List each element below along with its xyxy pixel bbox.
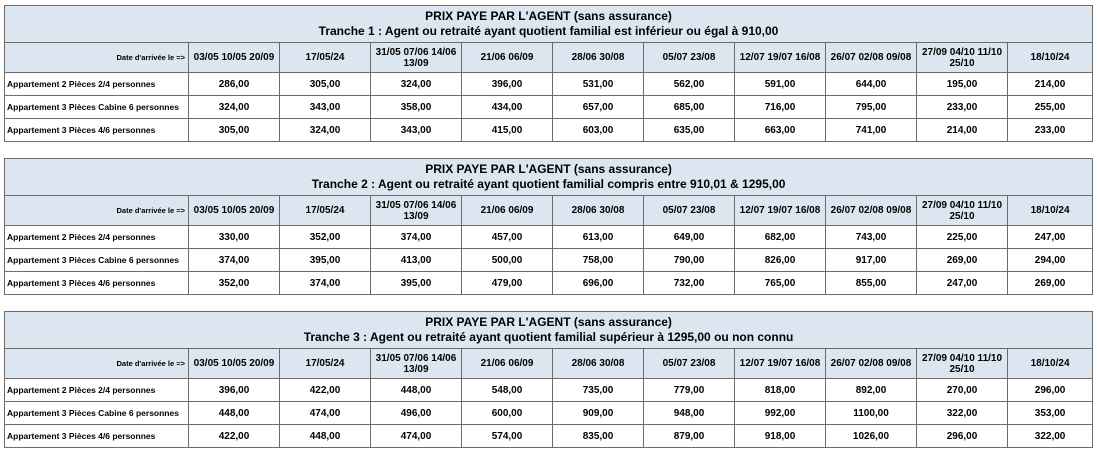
price-cell: 765,00	[735, 272, 826, 295]
column-header: 18/10/24	[1008, 43, 1093, 73]
column-header: 27/09 04/10 11/10 25/10	[917, 43, 1008, 73]
price-cell: 322,00	[917, 402, 1008, 425]
price-cell: 879,00	[644, 425, 735, 448]
column-header: 31/05 07/06 14/06 13/09	[371, 349, 462, 379]
price-cell: 474,00	[280, 402, 371, 425]
price-cell: 779,00	[644, 379, 735, 402]
price-cell: 395,00	[280, 249, 371, 272]
column-header: 28/06 30/08	[553, 43, 644, 73]
price-cell: 305,00	[280, 73, 371, 96]
price-cell: 696,00	[553, 272, 644, 295]
price-cell: 1100,00	[826, 402, 917, 425]
row-label: Appartement 3 Pièces 4/6 personnes	[5, 272, 189, 295]
price-cell: 500,00	[462, 249, 553, 272]
price-cell: 415,00	[462, 119, 553, 142]
table-row	[5, 73, 1093, 96]
price-cell: 358,00	[371, 96, 462, 119]
price-cell: 818,00	[735, 379, 826, 402]
price-cell: 603,00	[553, 119, 644, 142]
price-cell: 917,00	[826, 249, 917, 272]
table-title-cell	[5, 312, 1093, 349]
price-cell: 663,00	[735, 119, 826, 142]
price-cell: 743,00	[826, 226, 917, 249]
price-cell: 448,00	[280, 425, 371, 448]
price-cell: 649,00	[644, 226, 735, 249]
price-cell: 474,00	[371, 425, 462, 448]
price-cell: 422,00	[280, 379, 371, 402]
price-table-tranche-3	[4, 311, 1093, 448]
table-subtitle: Tranche 1 : Agent ou retraité ayant quotient familial est inférieur ou égal à 910,00	[318, 24, 779, 38]
price-cell: 948,00	[644, 402, 735, 425]
price-cell: 457,00	[462, 226, 553, 249]
column-header: 31/05 07/06 14/06 13/09	[371, 196, 462, 226]
row-label: Appartement 3 Pièces Cabine 6 personnes	[5, 96, 189, 119]
column-header: 26/07 02/08 09/08	[826, 43, 917, 73]
row-label: Appartement 2 Pièces 2/4 personnes	[5, 226, 189, 249]
price-cell: 422,00	[189, 425, 280, 448]
price-cell: 685,00	[644, 96, 735, 119]
table-row	[5, 96, 1093, 119]
price-cell: 269,00	[917, 249, 1008, 272]
price-cell: 434,00	[462, 96, 553, 119]
price-cell: 562,00	[644, 73, 735, 96]
row-label: Appartement 2 Pièces 2/4 personnes	[5, 379, 189, 402]
price-cell: 732,00	[644, 272, 735, 295]
price-cell: 296,00	[917, 425, 1008, 448]
column-header: 12/07 19/07 16/08	[735, 196, 826, 226]
column-header: 31/05 07/06 14/06 13/09	[371, 43, 462, 73]
price-cell: 270,00	[917, 379, 1008, 402]
price-cell: 657,00	[553, 96, 644, 119]
price-cell: 790,00	[644, 249, 735, 272]
price-cell: 225,00	[917, 226, 1008, 249]
price-table-tranche-2	[4, 158, 1093, 295]
price-cell: 294,00	[1008, 249, 1093, 272]
table-title-cell	[5, 6, 1093, 43]
row-label: Appartement 2 Pièces 2/4 personnes	[5, 73, 189, 96]
price-cell: 353,00	[1008, 402, 1093, 425]
column-header: 12/07 19/07 16/08	[735, 43, 826, 73]
table-row	[5, 226, 1093, 249]
price-cell: 296,00	[1008, 379, 1093, 402]
price-cell: 682,00	[735, 226, 826, 249]
column-header: 03/05 10/05 20/09	[189, 349, 280, 379]
price-cell: 909,00	[553, 402, 644, 425]
price-cell: 247,00	[1008, 226, 1093, 249]
price-cell: 269,00	[1008, 272, 1093, 295]
column-header: 18/10/24	[1008, 349, 1093, 379]
row-label: Appartement 3 Pièces Cabine 6 personnes	[5, 249, 189, 272]
price-table-tranche-1	[4, 5, 1093, 142]
price-cell: 330,00	[189, 226, 280, 249]
date-header-label: Date d'arrivée le =>	[5, 43, 189, 73]
column-header: 03/05 10/05 20/09	[189, 196, 280, 226]
price-cell: 613,00	[553, 226, 644, 249]
row-label: Appartement 3 Pièces 4/6 personnes	[5, 425, 189, 448]
table-title-cell	[5, 159, 1093, 196]
row-label: Appartement 3 Pièces Cabine 6 personnes	[5, 402, 189, 425]
price-cell: 413,00	[371, 249, 462, 272]
column-header: 05/07 23/08	[644, 349, 735, 379]
price-cell: 826,00	[735, 249, 826, 272]
price-cell: 395,00	[371, 272, 462, 295]
price-cell: 574,00	[462, 425, 553, 448]
price-cell: 233,00	[1008, 119, 1093, 142]
price-cell: 1026,00	[826, 425, 917, 448]
price-cell: 374,00	[371, 226, 462, 249]
table-row	[5, 425, 1093, 448]
column-header: 17/05/24	[280, 43, 371, 73]
column-header: 05/07 23/08	[644, 43, 735, 73]
price-cell: 255,00	[1008, 96, 1093, 119]
price-cell: 195,00	[917, 73, 1008, 96]
row-label: Appartement 3 Pièces 4/6 personnes	[5, 119, 189, 142]
price-cell: 352,00	[189, 272, 280, 295]
price-cell: 644,00	[826, 73, 917, 96]
price-cell: 548,00	[462, 379, 553, 402]
column-header: 28/06 30/08	[553, 196, 644, 226]
price-cell: 233,00	[917, 96, 1008, 119]
price-cell: 716,00	[735, 96, 826, 119]
table-row	[5, 402, 1093, 425]
price-cell: 992,00	[735, 402, 826, 425]
price-cell: 741,00	[826, 119, 917, 142]
table-subtitle: Tranche 3 : Agent ou retraité ayant quotient familial supérieur à 1295,00 ou non connu	[303, 330, 794, 344]
price-cell: 322,00	[1008, 425, 1093, 448]
column-header: 28/06 30/08	[553, 349, 644, 379]
column-header: 26/07 02/08 09/08	[826, 196, 917, 226]
table-title: PRIX PAYE PAR L'AGENT (sans assurance)	[425, 162, 672, 176]
column-header: 18/10/24	[1008, 196, 1093, 226]
price-cell: 374,00	[189, 249, 280, 272]
column-header: 05/07 23/08	[644, 196, 735, 226]
price-cell: 343,00	[280, 96, 371, 119]
price-cell: 324,00	[371, 73, 462, 96]
column-header: 27/09 04/10 11/10 25/10	[917, 196, 1008, 226]
price-cell: 892,00	[826, 379, 917, 402]
price-cell: 918,00	[735, 425, 826, 448]
price-cell: 396,00	[462, 73, 553, 96]
price-cell: 479,00	[462, 272, 553, 295]
price-cell: 214,00	[917, 119, 1008, 142]
price-cell: 448,00	[189, 402, 280, 425]
column-header: 03/05 10/05 20/09	[189, 43, 280, 73]
price-cell: 214,00	[1008, 73, 1093, 96]
price-cell: 305,00	[189, 119, 280, 142]
column-header: 27/09 04/10 11/10 25/10	[917, 349, 1008, 379]
column-header: 21/06 06/09	[462, 196, 553, 226]
price-cell: 324,00	[280, 119, 371, 142]
date-header-label: Date d'arrivée le =>	[5, 349, 189, 379]
price-cell: 324,00	[189, 96, 280, 119]
price-cell: 286,00	[189, 73, 280, 96]
price-cell: 352,00	[280, 226, 371, 249]
price-cell: 496,00	[371, 402, 462, 425]
price-cell: 795,00	[826, 96, 917, 119]
table-title: PRIX PAYE PAR L'AGENT (sans assurance)	[425, 315, 672, 329]
table-row	[5, 119, 1093, 142]
price-cell: 374,00	[280, 272, 371, 295]
table-subtitle: Tranche 2 : Agent ou retraité ayant quotient familial compris entre 910,01 & 1295,00	[311, 177, 786, 191]
column-header: 17/05/24	[280, 196, 371, 226]
table-title: PRIX PAYE PAR L'AGENT (sans assurance)	[425, 9, 672, 23]
price-cell: 247,00	[917, 272, 1008, 295]
table-row	[5, 272, 1093, 295]
column-header: 21/06 06/09	[462, 43, 553, 73]
column-header: 26/07 02/08 09/08	[826, 349, 917, 379]
price-cell: 635,00	[644, 119, 735, 142]
table-row	[5, 379, 1093, 402]
price-cell: 396,00	[189, 379, 280, 402]
price-cell: 343,00	[371, 119, 462, 142]
price-cell: 531,00	[553, 73, 644, 96]
price-cell: 835,00	[553, 425, 644, 448]
price-cell: 591,00	[735, 73, 826, 96]
column-header: 12/07 19/07 16/08	[735, 349, 826, 379]
column-header: 21/06 06/09	[462, 349, 553, 379]
price-cell: 448,00	[371, 379, 462, 402]
price-cell: 735,00	[553, 379, 644, 402]
date-header-label: Date d'arrivée le =>	[5, 196, 189, 226]
price-cell: 855,00	[826, 272, 917, 295]
table-row	[5, 249, 1093, 272]
price-cell: 600,00	[462, 402, 553, 425]
price-cell: 758,00	[553, 249, 644, 272]
column-header: 17/05/24	[280, 349, 371, 379]
